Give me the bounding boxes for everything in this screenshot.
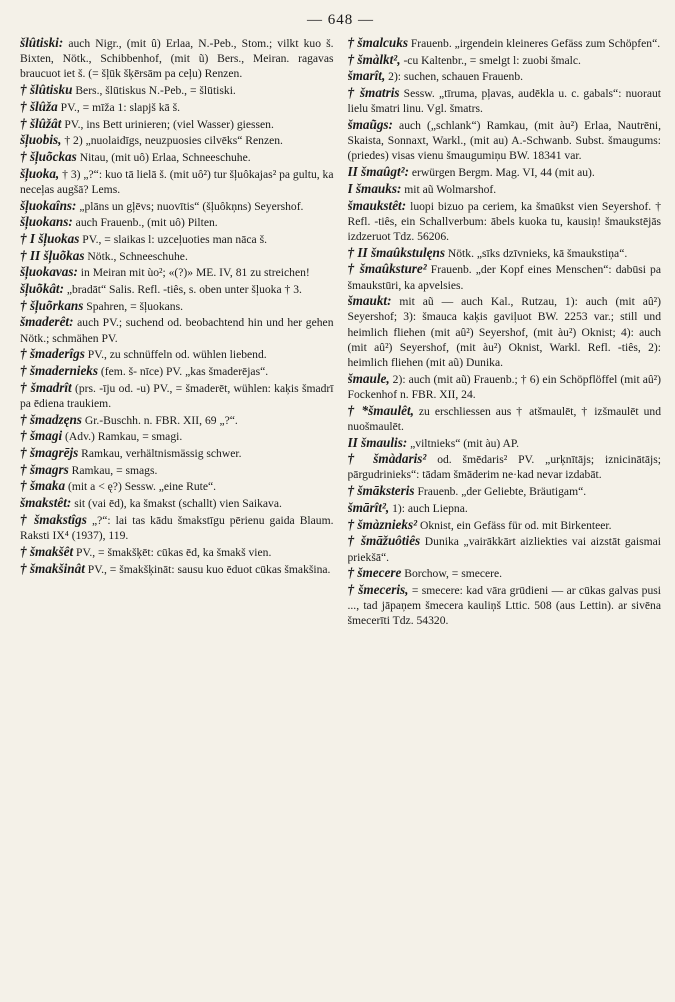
entry-headword: † šmagi	[20, 428, 63, 444]
entry-definition: 1): auch Liepna.	[389, 501, 468, 515]
columns	[20, 35, 661, 629]
dictionary-entry	[20, 495, 334, 511]
entry-headword: † šmeceris,	[347, 581, 409, 597]
entry-headword: šmakstêt:	[20, 495, 72, 511]
dictionary-entry	[20, 35, 334, 82]
entry-headword: † šmàznieks²	[347, 516, 418, 532]
entry-headword: † šlûtisku	[20, 82, 73, 98]
dictionary-entry	[20, 166, 334, 197]
entry-definition: 2): suchen, schauen Frauenb.	[385, 70, 524, 84]
entry-headword: † *šmaulêt,	[347, 402, 414, 418]
dictionary-entry	[348, 403, 662, 434]
entry-definition: PV., = slaikas l: uzceļuoties man nāca š.	[79, 232, 267, 246]
entry-definition: PV., = šmakšķināt: sausu kuo ēduot cūkas šmakšina.	[84, 562, 331, 576]
entry-headword: † II šļuõkas	[20, 247, 85, 263]
dictionary-entry	[348, 293, 662, 370]
entry-headword: † šmagrs	[20, 461, 69, 477]
entry-definition: Nötk., Schneeschuhe.	[84, 249, 188, 263]
dictionary-entry	[348, 85, 662, 116]
entry-headword: † šmakšêt	[20, 543, 74, 559]
entry-headword: † šļuõckas	[20, 148, 77, 164]
entry-headword: šlûtiski:	[20, 35, 64, 50]
dictionary-entry	[20, 264, 334, 280]
entry-definition: Oknist, ein Gefäss für od. mit Birkenteer.	[417, 518, 612, 532]
dictionary-entry	[348, 117, 662, 164]
entry-definition: PV., = mīža 1: slapjš kā š.	[57, 100, 181, 114]
dictionary-entry	[20, 149, 334, 165]
entry-definition: -cu Kaltenbr., = smelgt l: zuobi šmalc.	[400, 53, 581, 67]
entry-headword: † šmaka	[20, 478, 66, 494]
dictionary-entry	[348, 565, 662, 581]
entry-definition: Frauenb. „der Geliebte, Bräutigam“.	[414, 485, 587, 499]
entry-definition: erwürgen Bergm. Mag. VI, 44 (mit au).	[408, 166, 595, 180]
entry-headword: † šlûžât	[20, 115, 62, 131]
dictionary-entry	[348, 261, 662, 292]
dictionary-entry	[20, 99, 334, 115]
entry-headword: šmaukt:	[347, 293, 392, 309]
entry-definition: Nötk. „sīks dzīvnieks, kā šmaukstiņa“.	[444, 246, 628, 260]
entry-definition: in Meiran mit ùo²; «(?)» ME. IV, 81 zu streichen!	[77, 266, 310, 280]
entry-headword: † šļuõrkans	[20, 297, 84, 313]
entry-definition: „?“: lai tas kādu šmakstīgu pērienu gaida Blaum. Raksti IX⁴ (1937), 119.	[20, 513, 334, 543]
entry-definition: „plāns un gļēvs; nuovītis“ (šļuôkņns) Seyershof.	[76, 199, 304, 213]
entry-definition: = smecere: kad vāra grūdieni — ar cūkas galvas pusi ..., tad jāpaņem šmecera kauliņš Lttic. 508 (aus Lettin). ar sivēna šmecerīti Tdz. 54320.	[347, 583, 661, 628]
entry-headword: † šmagrējs	[20, 445, 79, 461]
entry-headword: † šmàlkt²,	[347, 51, 401, 67]
dictionary-entry	[348, 181, 662, 197]
dictionary-entry	[20, 462, 334, 478]
entry-headword: šmaule,	[347, 370, 390, 386]
entry-definition: mit aũ — auch Kal., Rutzau, 1): auch (mit aû²) Seyershof; 3): šmauca kaķis gaviļuot BW. 2253 var.; still und heimlich fliehen (mit aû²) Seyershof, (mit àu²) Oknist; 4): auch (mit aû²) Seyershof, (mit àu²) Oknist, Warkl. Refl. -tiês, 2): heimlich fliehen (mit aũ) Dunika.	[347, 295, 661, 370]
dictionary-entry	[20, 380, 334, 411]
dictionary-entry	[20, 132, 334, 148]
dictionary-entry	[20, 298, 334, 314]
dictionary-entry	[20, 478, 334, 494]
dictionary-entry	[348, 35, 662, 51]
entry-headword: † šmāksteris	[347, 483, 415, 499]
page-number: — 648 —	[307, 12, 374, 28]
dictionary-entry	[348, 533, 662, 564]
entry-headword: † šmaûksture²	[347, 261, 427, 277]
dictionary-entry	[348, 500, 662, 516]
entry-headword: † šmadrît	[20, 379, 72, 395]
entry-headword: II šmaûgt²:	[347, 164, 409, 180]
dictionary-entry	[20, 281, 334, 297]
entry-definition: sit (vai ēd), ka šmakst (schallt) vien Saikava.	[71, 497, 282, 511]
dictionary-entry	[20, 116, 334, 132]
entry-headword: šļuokavas:	[20, 264, 78, 280]
entry-definition: mit aũ Wolmarshof.	[401, 182, 497, 196]
entry-definition: zu erschliessen aus † atšmaulēt, † izšmaulēt und nuošmaulēt.	[347, 404, 661, 433]
entry-definition: (prs. -īju od. -u) PV., = šmaderēt, wühlen: kaķis šmadrī pa ēdiena traukiem.	[20, 381, 334, 410]
entry-headword: šmārît²,	[347, 499, 390, 515]
dictionary-entry	[20, 445, 334, 461]
entry-headword: šmaukstêt:	[347, 197, 407, 213]
entry-definition: (fem. š- nīce) PV. „kas šmaderējas“.	[98, 365, 269, 379]
entry-headword: † šmàdaris²	[347, 451, 427, 467]
entry-headword: šmaderêt:	[20, 314, 74, 330]
entry-headword: † šmadzęns	[20, 411, 82, 427]
dictionary-entry	[20, 561, 334, 577]
entry-headword: † šmalcuks	[347, 35, 408, 50]
entry-definition: auch Nigr., (mit û) Erlaa, N.-Peb., Stom.; vilkt kuo š. Bixten, Nötk., Schibbenhof, (mit ũ) Bers., Meiran. ragavas braucuot iet š. (= šļūk šķērsām pa ceļu) Renzen.	[20, 37, 334, 81]
entry-definition: † 2) „nuolaidīgs, neuzpuosies cilvēks“ Renzen.	[61, 134, 283, 148]
dictionary-entry	[20, 363, 334, 379]
dictionary-entry	[20, 428, 334, 444]
entry-headword: I šmauks:	[347, 180, 402, 196]
entry-definition: (mit a < ę?) Sessw. „eine Rute“.	[65, 480, 217, 494]
entry-definition: Sessw. „tīruma, pļavas, audēkla u. c. gabals“: nuoraut lielu šmatri linu. Vgl. šmatrs.	[347, 87, 661, 116]
entry-definition: auch („schlank“) Ramkau, (mit àu²) Erlaa, Nautrēni, Skaista, Sonnaxt, Warkl., (mit au) A.-Schwanb. Subst. šmaugums: (priedes) visas vienu šmaugumiņu BW. 18341 var.	[347, 119, 661, 163]
entry-headword: II šmaulis:	[347, 434, 408, 450]
entry-definition: Bers., šlūtiskus N.-Peb., = šlūtiski.	[72, 84, 236, 98]
dictionary-entry	[20, 82, 334, 98]
entry-definition: PV., ins Bett urinieren; (viel Wasser) giessen.	[61, 117, 274, 131]
dictionary-entry	[20, 198, 334, 214]
entry-headword: † I šļuokas	[20, 230, 80, 246]
dictionary-entry	[348, 164, 662, 180]
entry-definition: Spahren, = šļuokans.	[83, 299, 184, 313]
entry-headword: † šmadernieks	[20, 363, 99, 379]
dictionary-entry	[348, 245, 662, 261]
entry-headword: šmaũgs:	[347, 117, 393, 133]
dictionary-entry	[348, 68, 662, 84]
dictionary-entry	[20, 231, 334, 247]
entry-headword: † šmāžuôtiês	[347, 533, 421, 549]
entry-definition: Ramkau, verhältnismässig schwer.	[78, 447, 242, 461]
entry-definition: Dunika „vairākkārt aizliekties vai aizstāt gaismai priekšā“.	[347, 535, 661, 564]
entry-headword: šļuokans:	[20, 214, 73, 230]
dictionary-entry	[348, 435, 662, 451]
entry-definition: Frauenb. „irgendein kleineres Gefäss zum Schöpfen“.	[407, 37, 661, 50]
dictionary-entry	[348, 451, 662, 482]
entry-headword: † šmakstîgs	[20, 511, 87, 527]
entry-headword: šļuõkât:	[20, 281, 64, 297]
entry-definition: Ramkau, = smags.	[68, 463, 158, 477]
entry-definition: Frauenb. „der Kopf eines Menschen“: dabūsi pa šmaukstūri, ka apvelsies.	[347, 263, 661, 292]
entry-definition: „bradāt“ Salis. Refl. -tiês, s. oben unter šļuoka † 3.	[63, 283, 302, 297]
entry-headword: † šmatris	[347, 85, 400, 101]
dictionary-entry	[20, 346, 334, 362]
dictionary-entry	[20, 512, 334, 543]
entry-definition: Nitau, (mit uô) Erlaa, Schneeschuhe.	[76, 150, 251, 164]
left-column	[20, 35, 334, 629]
dictionary-entry	[348, 582, 662, 629]
entry-definition: 2): auch (mit aũ) Frauenb.; † 6) ein Schöpflöffel (mit aû²) Fockenhof n. FBR. XII, 24.	[347, 372, 661, 401]
dictionary-entry	[20, 214, 334, 230]
dictionary-entry	[348, 198, 662, 245]
entry-definition: luopi bizuo pa ceriem, ka šmaūkst vien Seyershof. † Refl. -tiês, ein Schallverbum: ābels kuoka tu, kausiņ! šmaukstējās izdzeruot Tdz. 56206.	[347, 199, 661, 243]
entry-definition: PV., zu schnüffeln od. wühlen liebend.	[84, 348, 267, 362]
dictionary-entry	[348, 371, 662, 402]
entry-definition: od. šmēdaris² PV. „urķnītājs; iznicinātājs; pārgudrinieks“: tādam šmāderim ne·kad nevar izdabāt.	[347, 453, 661, 482]
dictionary-entry	[348, 517, 662, 533]
dictionary-entry	[20, 314, 334, 345]
entry-headword: šļuobis,	[20, 132, 62, 148]
entry-definition: auch PV.; suchend od. beobachtend hin und her gehen Nötk.; schmähen PV.	[20, 316, 334, 345]
entry-definition: auch Frauenb., (mit uô) Pilten.	[72, 216, 218, 230]
entry-headword: † šmaderîgs	[20, 346, 85, 362]
dictionary-entry	[348, 483, 662, 499]
entry-definition: Borchow, = smecere.	[401, 567, 503, 581]
dictionary-entry	[20, 544, 334, 560]
dictionary-entry	[20, 412, 334, 428]
entry-headword: † šmecere	[347, 565, 402, 581]
entry-headword: šļuokaîns:	[20, 197, 77, 213]
entry-headword: šļuoka,	[20, 165, 60, 181]
entry-definition: † 3) „?“: kuo tā lielā š. (mit uô²) tur šļuôkajas² pa gultu, ka neceļas augšā? Lems.	[20, 167, 334, 196]
dictionary-entry	[348, 52, 662, 68]
entry-definition: Gr.-Buschh. n. FBR. XII, 69 „?“.	[81, 413, 238, 427]
dictionary-entry	[20, 248, 334, 264]
entry-definition: PV., = šmakšķēt: cūkas ēd, ka šmakš vien.	[73, 545, 272, 559]
entry-headword: šmarît,	[347, 68, 386, 84]
entry-definition: „viltnieks“ (mit àu) AP.	[407, 436, 519, 450]
entry-headword: † šmakšinât	[20, 560, 85, 576]
entry-definition: (Adv.) Ramkau, = smagi.	[62, 430, 183, 444]
entry-headword: † II šmaûkstulęns	[347, 244, 445, 260]
right-column	[348, 35, 662, 629]
entry-headword: † šlûža	[20, 98, 58, 114]
